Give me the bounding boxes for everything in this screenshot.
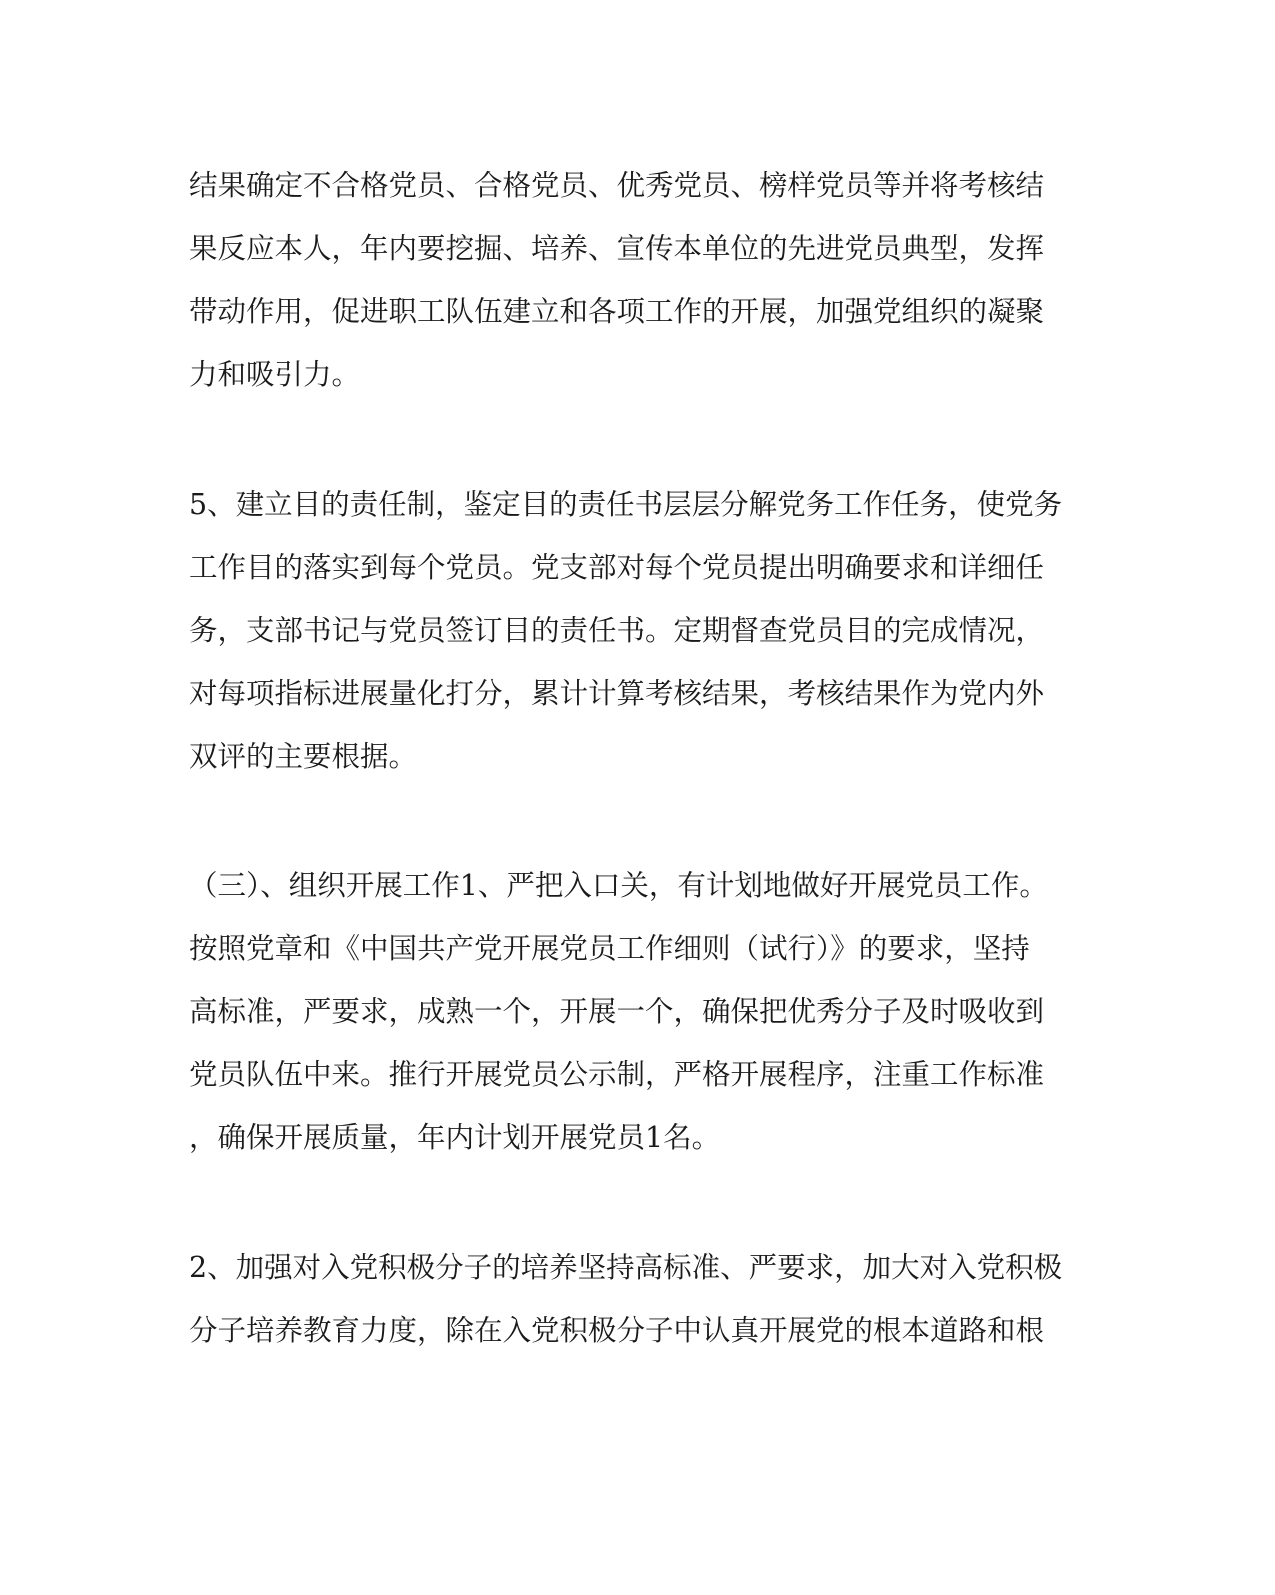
paragraph-2-line-2: 工作目的落实到每个党员。党支部对每个党员提出明确要求和详细任 [189,551,1045,584]
paragraph-3-line-3: 高标准，严要求，成熟一个，开展一个，确保把优秀分子及时吸收到 [189,995,1045,1028]
paragraph-1-line-1: 结果确定不合格党员、合格党员、优秀党员、榜样党员等并将考核结 [189,169,1045,202]
paragraph-1-line-4: 力和吸引力。 [189,358,361,391]
paragraph-1-line-2: 果反应本人，年内要挖掘、培养、宣传本单位的先进党员典型，发挥 [189,232,1045,265]
paragraph-3-line-5: ，确保开展质量，年内计划开展党员1名。 [189,1121,721,1154]
paragraph-3-line-2: 按照党章和《中国共产党开展党员工作细则（试行）》的要求，坚持 [189,932,1030,965]
paragraph-2-line-1: 5、建立目的责任制，鉴定目的责任书层层分解党务工作任务，使党务 [189,488,1063,521]
paragraph-2-line-5: 双评的主要根据。 [189,740,418,773]
paragraph-3-line-4: 党员队伍中来。推行开展党员公示制，严格开展程序，注重工作标准 [189,1058,1045,1091]
paragraph-2-line-4: 对每项指标进展量化打分，累计计算考核结果，考核结果作为党内外 [189,677,1045,710]
paragraph-1-line-3: 带动作用，促进职工队伍建立和各项工作的开展，加强党组织的凝聚 [189,295,1045,328]
paragraph-2-line-3: 务，支部书记与党员签订目的责任书。定期督查党员目的完成情况， [189,614,1045,647]
paragraph-4-line-1: 2、加强对入党积极分子的培养坚持高标准、严要求，加大对入党积极 [189,1251,1063,1284]
paragraph-3-line-1: （三）、组织开展工作1、严把入口关，有计划地做好开展党员工作。 [189,869,1048,902]
paragraph-4-line-2: 分子培养教育力度，除在入党积极分子中认真开展党的根本道路和根 [189,1314,1045,1347]
